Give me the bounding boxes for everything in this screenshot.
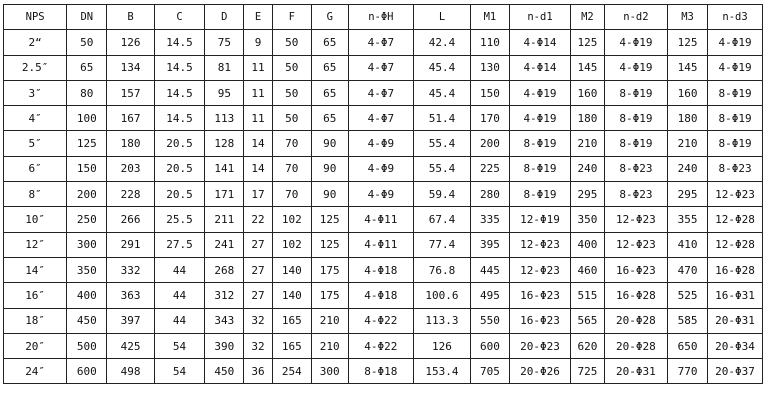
table-cell: 335	[470, 207, 509, 232]
table-cell: 515	[571, 283, 605, 308]
table-body	[4, 30, 763, 384]
table-cell: 20-Φ37	[708, 359, 763, 384]
table-cell: 102	[272, 232, 311, 257]
table-cell: 160	[668, 80, 708, 105]
table-cell: 12-Φ19	[509, 207, 570, 232]
table-cell: 450	[67, 308, 107, 333]
table-cell: 14.5	[154, 55, 205, 80]
table-cell: 54	[154, 333, 205, 358]
table-cell: 12-Φ23	[509, 232, 570, 257]
table-cell: 150	[470, 80, 509, 105]
table-cell: 16-Φ23	[509, 308, 570, 333]
table-cell: 50	[272, 106, 311, 131]
column-header: L	[414, 5, 471, 30]
table-cell: 32	[244, 308, 272, 333]
table-cell: 25.5	[154, 207, 205, 232]
table-cell: 460	[571, 257, 605, 282]
column-header: n-d3	[708, 5, 763, 30]
table-cell: 16″	[4, 283, 67, 308]
table-cell: 8-Φ19	[708, 131, 763, 156]
table-cell: 620	[571, 333, 605, 358]
table-cell: 4-Φ11	[348, 232, 413, 257]
column-header: E	[244, 5, 272, 30]
table-cell: 12-Φ23	[604, 207, 667, 232]
table-cell: 8″	[4, 182, 67, 207]
table-cell: 42.4	[414, 30, 471, 55]
column-header: n-ΦH	[348, 5, 413, 30]
table-cell: 128	[205, 131, 244, 156]
table-row	[4, 30, 763, 55]
table-cell: 12-Φ28	[708, 207, 763, 232]
table-cell: 14.5	[154, 80, 205, 105]
table-row	[4, 207, 763, 232]
table-cell: 210	[668, 131, 708, 156]
table-cell: 600	[67, 359, 107, 384]
table-cell: 300	[311, 359, 348, 384]
table-cell: 16-Φ23	[604, 257, 667, 282]
table-cell: 200	[470, 131, 509, 156]
table-cell: 210	[311, 333, 348, 358]
table-cell: 81	[205, 55, 244, 80]
table-cell: 332	[107, 257, 154, 282]
table-cell: 280	[470, 182, 509, 207]
table-cell: 130	[470, 55, 509, 80]
table-cell: 4-Φ7	[348, 55, 413, 80]
table-cell: 20.5	[154, 182, 205, 207]
table-row	[4, 333, 763, 358]
table-cell: 50	[67, 30, 107, 55]
table-cell: 300	[67, 232, 107, 257]
column-header: D	[205, 5, 244, 30]
table-cell: 134	[107, 55, 154, 80]
spec-table-container	[3, 4, 763, 384]
table-cell: 4-Φ22	[348, 333, 413, 358]
table-cell: 390	[205, 333, 244, 358]
table-cell: 210	[311, 308, 348, 333]
table-cell: 126	[107, 30, 154, 55]
table-cell: 4-Φ19	[509, 80, 570, 105]
table-cell: 355	[668, 207, 708, 232]
table-cell: 70	[272, 131, 311, 156]
table-cell: 350	[571, 207, 605, 232]
table-cell: 8-Φ19	[509, 182, 570, 207]
table-cell: 4-Φ18	[348, 257, 413, 282]
table-cell: 165	[272, 333, 311, 358]
table-cell: 76.8	[414, 257, 471, 282]
table-cell: 54	[154, 359, 205, 384]
table-cell: 65	[311, 55, 348, 80]
table-cell: 4-Φ9	[348, 182, 413, 207]
table-cell: 55.4	[414, 156, 471, 181]
table-cell: 295	[668, 182, 708, 207]
table-cell: 32	[244, 333, 272, 358]
table-cell: 70	[272, 182, 311, 207]
table-cell: 75	[205, 30, 244, 55]
table-cell: 27.5	[154, 232, 205, 257]
table-cell: 12-Φ23	[708, 182, 763, 207]
table-cell: 22	[244, 207, 272, 232]
table-cell: 312	[205, 283, 244, 308]
table-cell: 8-Φ19	[509, 156, 570, 181]
table-row	[4, 232, 763, 257]
table-cell: 343	[205, 308, 244, 333]
table-cell: 8-Φ19	[604, 106, 667, 131]
table-cell: 17	[244, 182, 272, 207]
table-cell: 65	[311, 106, 348, 131]
table-cell: 211	[205, 207, 244, 232]
table-cell: 44	[154, 257, 205, 282]
table-cell: 27	[244, 283, 272, 308]
table-cell: 600	[470, 333, 509, 358]
table-cell: 395	[470, 232, 509, 257]
table-cell: 16-Φ23	[509, 283, 570, 308]
table-cell: 90	[311, 131, 348, 156]
table-cell: 90	[311, 156, 348, 181]
table-cell: 171	[205, 182, 244, 207]
table-cell: 2“	[4, 30, 67, 55]
table-cell: 725	[571, 359, 605, 384]
table-cell: 102	[272, 207, 311, 232]
table-cell: 20-Φ23	[509, 333, 570, 358]
table-cell: 9	[244, 30, 272, 55]
table-cell: 705	[470, 359, 509, 384]
table-cell: 4-Φ19	[604, 30, 667, 55]
table-cell: 12-Φ23	[509, 257, 570, 282]
column-header: C	[154, 5, 205, 30]
table-cell: 16-Φ28	[604, 283, 667, 308]
table-cell: 20″	[4, 333, 67, 358]
table-cell: 12-Φ28	[708, 232, 763, 257]
table-cell: 4-Φ22	[348, 308, 413, 333]
table-cell: 65	[67, 55, 107, 80]
table-cell: 45.4	[414, 55, 471, 80]
table-cell: 2.5″	[4, 55, 67, 80]
table-cell: 268	[205, 257, 244, 282]
table-cell: 65	[311, 30, 348, 55]
table-cell: 228	[107, 182, 154, 207]
table-cell: 397	[107, 308, 154, 333]
table-cell: 20-Φ28	[604, 333, 667, 358]
table-cell: 4-Φ18	[348, 283, 413, 308]
table-cell: 95	[205, 80, 244, 105]
table-cell: 44	[154, 308, 205, 333]
table-cell: 254	[272, 359, 311, 384]
table-cell: 770	[668, 359, 708, 384]
table-cell: 8-Φ19	[708, 80, 763, 105]
column-header: B	[107, 5, 154, 30]
table-cell: 11	[244, 106, 272, 131]
table-cell: 180	[571, 106, 605, 131]
table-cell: 145	[571, 55, 605, 80]
table-cell: 27	[244, 257, 272, 282]
table-cell: 410	[668, 232, 708, 257]
column-header: M1	[470, 5, 509, 30]
table-cell: 77.4	[414, 232, 471, 257]
table-cell: 50	[272, 55, 311, 80]
table-cell: 8-Φ19	[708, 106, 763, 131]
table-cell: 125	[668, 30, 708, 55]
table-cell: 14	[244, 156, 272, 181]
table-cell: 20-Φ31	[604, 359, 667, 384]
table-cell: 363	[107, 283, 154, 308]
table-cell: 125	[571, 30, 605, 55]
table-cell: 241	[205, 232, 244, 257]
table-cell: 4-Φ9	[348, 156, 413, 181]
table-cell: 165	[272, 308, 311, 333]
table-cell: 140	[272, 283, 311, 308]
table-cell: 200	[67, 182, 107, 207]
table-cell: 291	[107, 232, 154, 257]
table-cell: 4-Φ14	[509, 55, 570, 80]
table-cell: 11	[244, 80, 272, 105]
table-cell: 240	[668, 156, 708, 181]
table-cell: 20-Φ28	[604, 308, 667, 333]
table-cell: 4-Φ19	[509, 106, 570, 131]
table-cell: 175	[311, 283, 348, 308]
table-cell: 250	[67, 207, 107, 232]
table-cell: 400	[67, 283, 107, 308]
table-row	[4, 156, 763, 181]
table-cell: 126	[414, 333, 471, 358]
table-cell: 8-Φ18	[348, 359, 413, 384]
table-cell: 45.4	[414, 80, 471, 105]
column-header: M3	[668, 5, 708, 30]
table-cell: 10″	[4, 207, 67, 232]
table-cell: 14.5	[154, 106, 205, 131]
table-cell: 8-Φ19	[604, 131, 667, 156]
table-cell: 14.5	[154, 30, 205, 55]
table-cell: 180	[668, 106, 708, 131]
table-cell: 153.4	[414, 359, 471, 384]
table-cell: 65	[311, 80, 348, 105]
table-cell: 266	[107, 207, 154, 232]
table-cell: 14″	[4, 257, 67, 282]
column-header: M2	[571, 5, 605, 30]
table-cell: 50	[272, 30, 311, 55]
table-cell: 157	[107, 80, 154, 105]
table-row	[4, 80, 763, 105]
table-cell: 125	[67, 131, 107, 156]
table-cell: 160	[571, 80, 605, 105]
table-cell: 20-Φ34	[708, 333, 763, 358]
table-cell: 11	[244, 55, 272, 80]
table-cell: 498	[107, 359, 154, 384]
table-row	[4, 106, 763, 131]
table-row	[4, 257, 763, 282]
table-cell: 565	[571, 308, 605, 333]
table-cell: 8-Φ19	[509, 131, 570, 156]
flange-dimension-table	[3, 4, 763, 384]
table-cell: 170	[470, 106, 509, 131]
table-cell: 150	[67, 156, 107, 181]
table-cell: 4-Φ11	[348, 207, 413, 232]
table-cell: 16-Φ31	[708, 283, 763, 308]
table-cell: 445	[470, 257, 509, 282]
table-cell: 141	[205, 156, 244, 181]
table-cell: 4-Φ19	[708, 30, 763, 55]
table-cell: 425	[107, 333, 154, 358]
table-cell: 70	[272, 156, 311, 181]
table-cell: 4-Φ7	[348, 106, 413, 131]
table-cell: 400	[571, 232, 605, 257]
table-cell: 44	[154, 283, 205, 308]
table-cell: 20.5	[154, 156, 205, 181]
table-cell: 125	[311, 232, 348, 257]
table-cell: 20-Φ26	[509, 359, 570, 384]
table-cell: 4-Φ7	[348, 80, 413, 105]
table-cell: 100	[67, 106, 107, 131]
table-cell: 167	[107, 106, 154, 131]
table-cell: 55.4	[414, 131, 471, 156]
table-cell: 8-Φ23	[708, 156, 763, 181]
header-row	[4, 5, 763, 30]
table-cell: 20.5	[154, 131, 205, 156]
table-cell: 8-Φ19	[604, 80, 667, 105]
table-cell: 550	[470, 308, 509, 333]
table-cell: 12″	[4, 232, 67, 257]
table-row	[4, 283, 763, 308]
table-cell: 5″	[4, 131, 67, 156]
table-cell: 8-Φ23	[604, 156, 667, 181]
table-cell: 59.4	[414, 182, 471, 207]
table-cell: 6″	[4, 156, 67, 181]
column-header: F	[272, 5, 311, 30]
table-cell: 113	[205, 106, 244, 131]
table-cell: 350	[67, 257, 107, 282]
table-cell: 140	[272, 257, 311, 282]
table-cell: 12-Φ23	[604, 232, 667, 257]
table-cell: 16-Φ28	[708, 257, 763, 282]
table-cell: 80	[67, 80, 107, 105]
table-cell: 18″	[4, 308, 67, 333]
table-cell: 175	[311, 257, 348, 282]
column-header: n-d2	[604, 5, 667, 30]
table-cell: 50	[272, 80, 311, 105]
table-cell: 24″	[4, 359, 67, 384]
table-cell: 4-Φ14	[509, 30, 570, 55]
table-cell: 27	[244, 232, 272, 257]
table-cell: 113.3	[414, 308, 471, 333]
column-header: n-d1	[509, 5, 570, 30]
table-cell: 180	[107, 131, 154, 156]
table-cell: 36	[244, 359, 272, 384]
table-cell: 4″	[4, 106, 67, 131]
table-cell: 8-Φ23	[604, 182, 667, 207]
table-cell: 495	[470, 283, 509, 308]
table-cell: 240	[571, 156, 605, 181]
table-row	[4, 182, 763, 207]
table-row	[4, 131, 763, 156]
table-cell: 500	[67, 333, 107, 358]
table-row	[4, 308, 763, 333]
table-cell: 295	[571, 182, 605, 207]
table-row	[4, 359, 763, 384]
table-cell: 20-Φ31	[708, 308, 763, 333]
table-cell: 90	[311, 182, 348, 207]
table-cell: 650	[668, 333, 708, 358]
column-header: G	[311, 5, 348, 30]
table-cell: 14	[244, 131, 272, 156]
table-cell: 125	[311, 207, 348, 232]
table-cell: 4-Φ7	[348, 30, 413, 55]
column-header: NPS	[4, 5, 67, 30]
table-cell: 4-Φ9	[348, 131, 413, 156]
table-cell: 3″	[4, 80, 67, 105]
table-cell: 100.6	[414, 283, 471, 308]
table-cell: 450	[205, 359, 244, 384]
table-cell: 470	[668, 257, 708, 282]
table-row	[4, 55, 763, 80]
table-cell: 203	[107, 156, 154, 181]
table-cell: 525	[668, 283, 708, 308]
column-header: DN	[67, 5, 107, 30]
table-cell: 210	[571, 131, 605, 156]
table-cell: 145	[668, 55, 708, 80]
table-cell: 4-Φ19	[708, 55, 763, 80]
table-cell: 585	[668, 308, 708, 333]
table-cell: 67.4	[414, 207, 471, 232]
table-cell: 4-Φ19	[604, 55, 667, 80]
table-cell: 51.4	[414, 106, 471, 131]
table-cell: 225	[470, 156, 509, 181]
table-cell: 110	[470, 30, 509, 55]
